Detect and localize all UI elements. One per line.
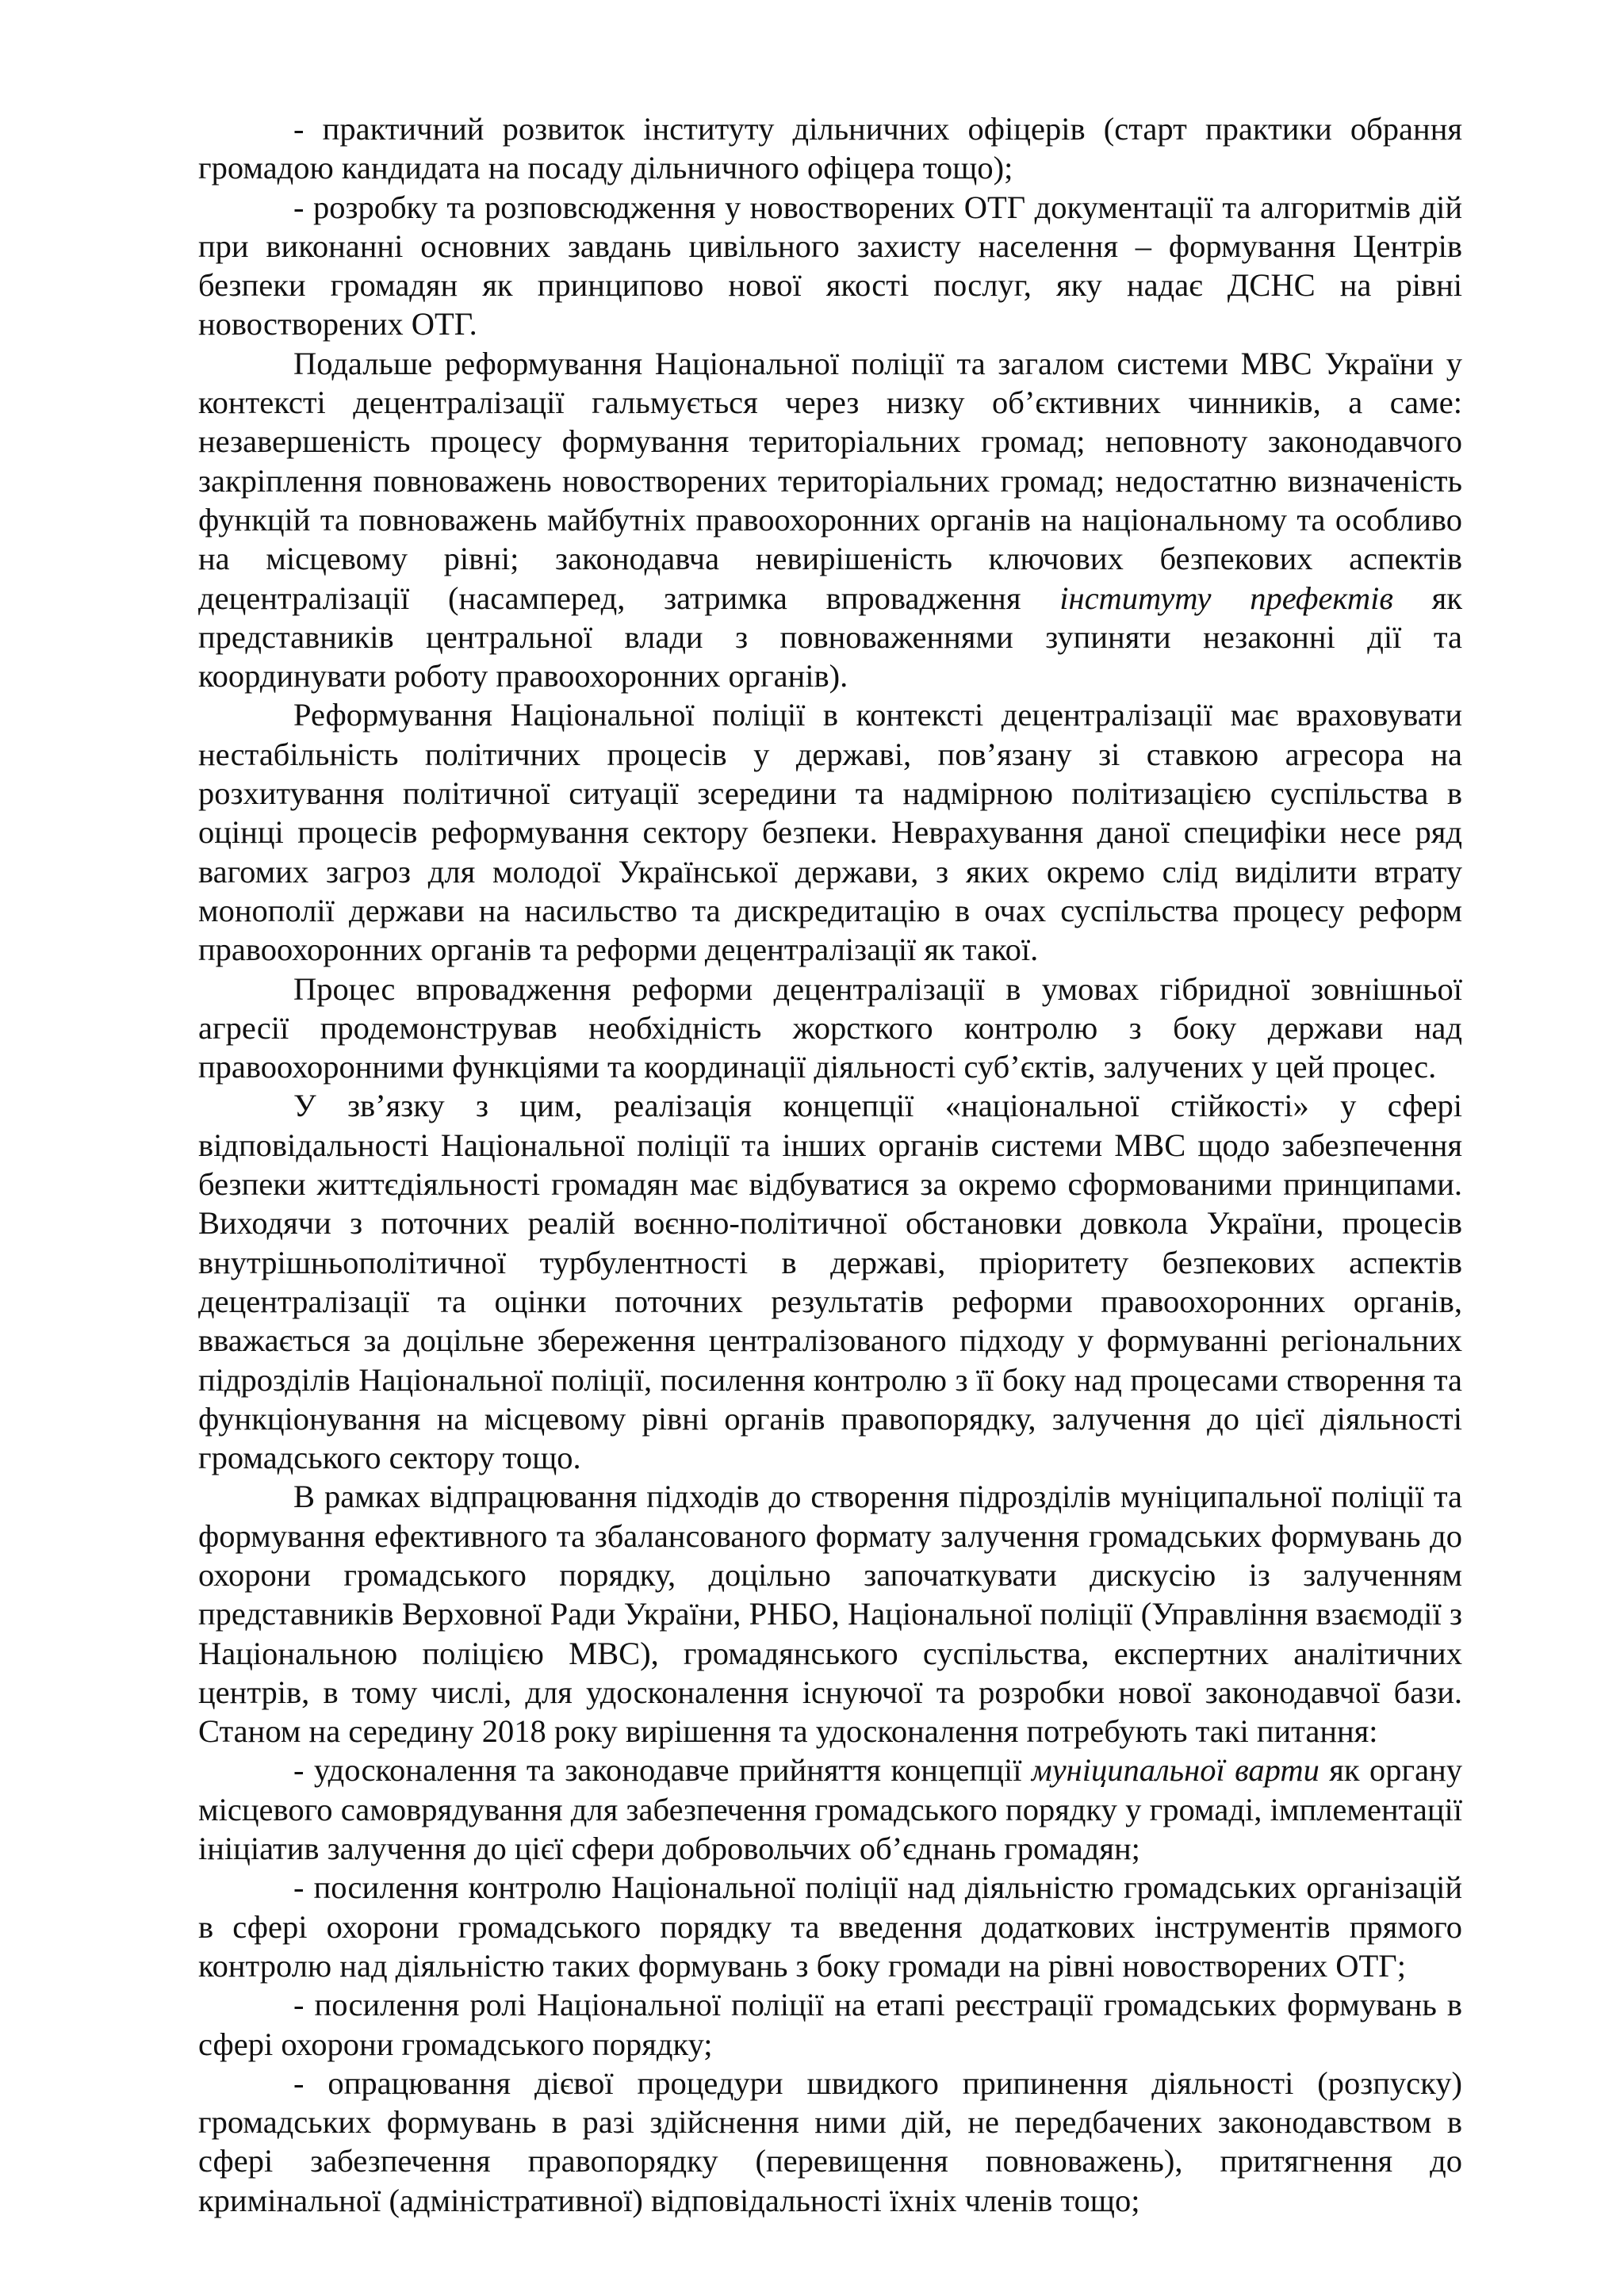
text-run: - практичний розвиток інституту дільничних офіцерів (старт практики обрання громадою кандидата на посаду дільничного офіцера тощо); [198,111,1462,186]
document-body [198,109,1462,2220]
text-run: - опрацювання дієвої процедури швидкого припинення діяльності (розпуску) громадських формувань в разі здійснення ними дій, не передбачених законодавством в сфері забезпечення правопорядку (перевищення повноважень), притягнення до кримінальної (адміністративної) відповідальності їхніх членів тощо; [198,2064,1462,2218]
paragraph-p5 [198,970,1462,1087]
text-run: - розробку та розповсюдження у новостворених ОТГ документації та алгоритмів дій при виконанні основних завдань цивільного захисту населення – формування Центрів безпеки громадян як принципово нової якості послуг, яку надає ДСНС на рівні новостворених ОТГ. [198,189,1462,342]
list-item-p8 [198,1751,1462,1868]
text-run: В рамках відпрацювання підходів до створення підрозділів муніципальної поліції та формування ефективного та збалансованого формату залучення громадських формувань до охорони громадського порядку, доцільно започаткувати дискусію із залученням представників Верховної Ради України, РНБО, Національної поліції (Управління взаємодії з Національною поліцією МВС), громадянського суспільства, експертних аналітичних центрів, в тому числі, для удосконалення існуючої та розробки нової законодавчої бази. Станом на середину 2018 року вирішення та удосконалення потребують такі питання: [198,1479,1462,1750]
text-run: Процес впровадження реформи децентралізації в умовах гібридної зовнішньої агресії продемонстрував необхідність жорсткого контролю з боку держави над правоохоронними функціями та координації діяльності суб’єктів, залучених у цей процес. [198,970,1462,1085]
list-item-p1 [198,109,1462,188]
text-run: - удосконалення та законодавче прийняття концепції [293,1752,1032,1789]
paragraph-p7 [198,1477,1462,1751]
text-run: як представників центральної влади з повноваженнями зупиняти незаконні дії та координувати роботу правоохоронних органів). [198,580,1462,695]
text-run: Реформування Національної поліції в контексті децентралізації має враховувати нестабільність політичних процесів у державі, пов’язану зі ставкою агресора на розхитування політичної ситуації зсередини та надмірною політизацією суспільства в оцінці процесів реформування сектору безпеки. Неврахування даної специфіки несе ряд вагомих загроз для молодої Української держави, з яких окремо слід виділити втрату монополії держави на насильство та дискредитацію в очах суспільства процесу реформ правоохоронних органів та реформи децентралізації як такої. [198,697,1462,968]
text-run: У зв’язку з цим, реалізація концепції «національної стійкості» у сфері відповідальності Національної поліції та інших органів системи МВС щодо забезпечення безпеки життєдіяльності громадян має відбуватися за окремо сформованими принципами. Виходячи з поточних реалій воєнно-політичної обстановки довкола України, процесів внутрішньополітичної турбулентності в державі, пріоритету безпекових аспектів децентралізації та оцінки поточних результатів реформи правоохоронних органів, вважається за доцільне збереження централізованого підходу у формуванні регіональних підрозділів Національної поліції, посилення контролю з її боку над процесами створення та функціонування на місцевому рівні органів правопорядку, залучення до цієї діяльності громадського сектору тощо. [198,1088,1462,1476]
paragraph-p6 [198,1086,1462,1477]
list-item-p2 [198,188,1462,344]
italic-term: муніципальної варти [1031,1752,1320,1789]
text-run: Подальше реформування Національної поліції та загалом системи МВС України у контексті децентралізації гальмується через низку об’єктивних чинників, а саме: незавершеність процесу формування територіальних громад; неповноту законодавчого закріплення повноважень новостворених територіальних громад; недостатню визначеність функцій та повноважень майбутніх правоохоронних органів на національному та особливо на місцевому рівні; законодавча невирішеність ключових безпекових аспектів децентралізації (насамперед, затримка впровадження [198,345,1462,616]
list-item-p10 [198,1985,1462,2064]
paragraph-p4 [198,695,1462,969]
paragraph-p3 [198,344,1462,696]
text-run: - посилення ролі Національної поліції на етапі реєстрації громадських формувань в сфері охорони громадського порядку; [198,1987,1462,2062]
text-run: - посилення контролю Національної поліції над діяльністю громадських організацій в сфері охорони громадського порядку та введення додаткових інструментів прямого контролю над діяльністю таких формувань з боку громади на рівні новостворених ОТГ; [198,1869,1462,1984]
italic-term: інституту префектів [1059,580,1393,616]
list-item-p11 [198,2064,1462,2220]
text-run: як органу місцевого самоврядування для забезпечення громадського порядку у громаді, імплементації ініціатив залучення до цієї сфери добровольчих об’єднань громадян; [198,1752,1463,1867]
list-item-p9 [198,1868,1462,1985]
